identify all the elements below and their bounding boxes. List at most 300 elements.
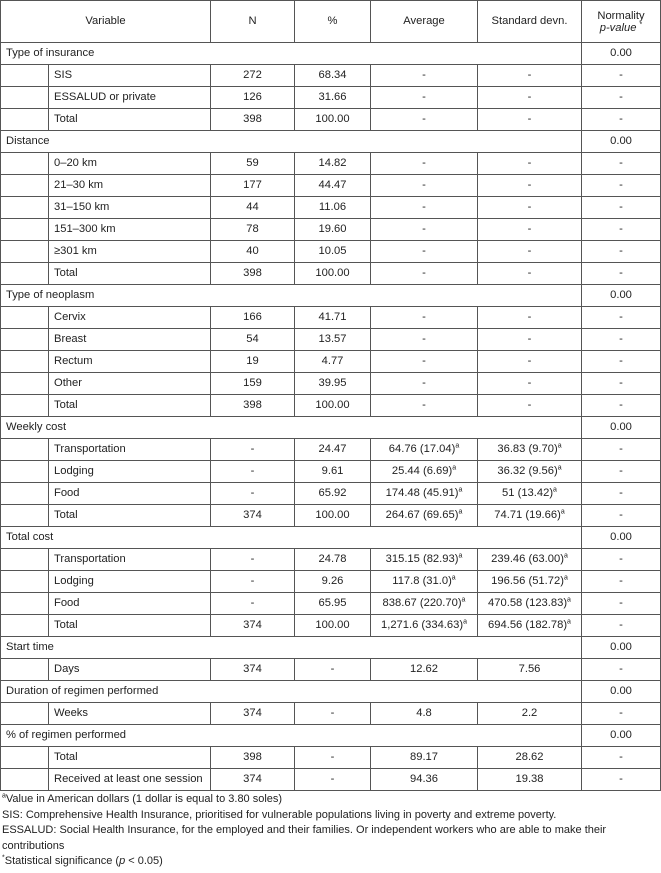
row-normality: - xyxy=(582,747,661,769)
row-normality: - xyxy=(582,219,661,241)
row-n: 398 xyxy=(211,109,295,131)
indent-cell xyxy=(1,571,49,593)
row-average-value: 94.36 xyxy=(410,773,438,785)
indent-cell xyxy=(1,197,49,219)
dollar-marker: a xyxy=(563,552,568,560)
row-label: Rectum xyxy=(49,351,211,373)
table-row xyxy=(1,571,661,593)
table-row xyxy=(1,483,661,505)
row-average-value: 264.67 (69.65) xyxy=(385,509,459,521)
row-percent: 100.00 xyxy=(295,395,371,417)
header-normality-line1: Normality xyxy=(597,9,645,22)
note-dollars-text: Value in American dollars (1 dollar is equal to 3.80 soles) xyxy=(5,793,283,805)
section-header-row xyxy=(1,725,661,747)
row-n: - xyxy=(211,571,295,593)
row-average-value: 174.48 (45.91) xyxy=(385,487,459,499)
row-normality: - xyxy=(582,593,661,615)
row-standard-deviation-value: - xyxy=(527,399,532,411)
row-n: 398 xyxy=(211,395,295,417)
row-percent: 100.00 xyxy=(295,505,371,527)
note-significance xyxy=(2,854,658,870)
table-row xyxy=(1,175,661,197)
row-normality: - xyxy=(582,87,661,109)
section-p-value: 0.00 xyxy=(582,43,661,65)
row-n: 374 xyxy=(211,505,295,527)
row-normality: - xyxy=(582,307,661,329)
header-row xyxy=(1,1,661,43)
row-percent: 44.47 xyxy=(295,175,371,197)
section-title: Total cost xyxy=(1,527,582,549)
row-percent: 68.34 xyxy=(295,65,371,87)
row-n: 40 xyxy=(211,241,295,263)
row-label: Total xyxy=(49,505,211,527)
note-significance-text-a: Statistical significance ( xyxy=(4,855,120,867)
row-standard-deviation-value: - xyxy=(527,245,532,257)
table-row xyxy=(1,373,661,395)
row-n: 374 xyxy=(211,703,295,725)
row-standard-deviation xyxy=(478,395,582,417)
table-row xyxy=(1,65,661,87)
row-average-value: - xyxy=(422,69,426,81)
row-average-value: - xyxy=(422,377,426,389)
indent-cell xyxy=(1,461,49,483)
row-n: - xyxy=(211,439,295,461)
row-n: 398 xyxy=(211,747,295,769)
row-n: - xyxy=(211,483,295,505)
row-average xyxy=(371,307,478,329)
row-label: 0–20 km xyxy=(49,153,211,175)
row-average xyxy=(371,549,478,571)
row-standard-deviation xyxy=(478,241,582,263)
row-average-value: - xyxy=(422,333,426,345)
row-label: Total xyxy=(49,395,211,417)
row-standard-deviation xyxy=(478,87,582,109)
row-normality: - xyxy=(582,197,661,219)
row-n: 159 xyxy=(211,373,295,395)
row-average xyxy=(371,373,478,395)
dollar-marker: a xyxy=(461,596,466,604)
row-standard-deviation-value: - xyxy=(527,377,532,389)
row-percent: 65.95 xyxy=(295,593,371,615)
row-standard-deviation xyxy=(478,505,582,527)
table-row xyxy=(1,197,661,219)
dollar-marker: a xyxy=(563,574,568,582)
section-header-row xyxy=(1,285,661,307)
row-standard-deviation-value: - xyxy=(527,223,532,235)
section-p-value: 0.00 xyxy=(582,725,661,747)
header-normality xyxy=(582,1,661,43)
row-percent: 100.00 xyxy=(295,615,371,637)
table-row xyxy=(1,461,661,483)
row-normality: - xyxy=(582,615,661,637)
row-label: Other xyxy=(49,373,211,395)
table-row xyxy=(1,241,661,263)
row-label: Transportation xyxy=(49,549,211,571)
row-standard-deviation xyxy=(478,439,582,461)
row-average xyxy=(371,351,478,373)
table-row xyxy=(1,109,661,131)
row-standard-deviation xyxy=(478,175,582,197)
indent-cell xyxy=(1,87,49,109)
row-average xyxy=(371,395,478,417)
row-average-value: 838.67 (220.70) xyxy=(382,597,462,609)
row-average xyxy=(371,241,478,263)
row-normality: - xyxy=(582,351,661,373)
row-standard-deviation-value: 19.38 xyxy=(515,773,544,785)
row-label: Food xyxy=(49,593,211,615)
row-standard-deviation-value: - xyxy=(527,113,532,125)
row-percent: 14.82 xyxy=(295,153,371,175)
row-normality: - xyxy=(582,439,661,461)
section-p-value: 0.00 xyxy=(582,681,661,703)
row-standard-deviation xyxy=(478,153,582,175)
section-p-value: 0.00 xyxy=(582,637,661,659)
dollar-marker: a xyxy=(557,464,562,472)
row-n: 374 xyxy=(211,659,295,681)
row-average-value: 1,271.6 (334.63) xyxy=(380,619,464,631)
section-title: % of regimen performed xyxy=(1,725,582,747)
indent-cell xyxy=(1,307,49,329)
table-row xyxy=(1,439,661,461)
row-average-value: - xyxy=(422,245,426,257)
table-notes xyxy=(2,792,658,870)
row-n: 19 xyxy=(211,351,295,373)
row-label: Breast xyxy=(49,329,211,351)
row-percent: - xyxy=(295,769,371,791)
row-average-value: 315.15 (82.93) xyxy=(385,553,459,565)
table-row xyxy=(1,703,661,725)
dollar-marker: a xyxy=(452,464,457,472)
indent-cell xyxy=(1,373,49,395)
row-standard-deviation-value: 7.56 xyxy=(518,663,541,675)
row-normality: - xyxy=(582,65,661,87)
row-average xyxy=(371,571,478,593)
row-normality: - xyxy=(582,483,661,505)
dollar-marker: a xyxy=(560,508,565,516)
row-normality: - xyxy=(582,373,661,395)
row-standard-deviation-value: 239.46 (63.00) xyxy=(491,553,564,565)
row-percent: - xyxy=(295,703,371,725)
row-percent: 9.26 xyxy=(295,571,371,593)
row-label: Transportation xyxy=(49,439,211,461)
row-label: ≥301 km xyxy=(49,241,211,263)
row-percent: 24.78 xyxy=(295,549,371,571)
note-dollars xyxy=(2,792,658,808)
row-standard-deviation-value: - xyxy=(527,157,532,169)
indent-cell xyxy=(1,659,49,681)
row-standard-deviation-value: - xyxy=(527,311,532,323)
row-percent: 10.05 xyxy=(295,241,371,263)
row-average-value: 25.44 (6.69) xyxy=(391,465,453,477)
table-row xyxy=(1,593,661,615)
table-row xyxy=(1,659,661,681)
section-p-value: 0.00 xyxy=(582,131,661,153)
row-average-value: - xyxy=(422,223,426,235)
row-label: Total xyxy=(49,109,211,131)
section-title: Type of neoplasm xyxy=(1,285,582,307)
row-percent: 24.47 xyxy=(295,439,371,461)
row-n: 166 xyxy=(211,307,295,329)
indent-cell xyxy=(1,175,49,197)
row-average xyxy=(371,703,478,725)
row-percent: 4.77 xyxy=(295,351,371,373)
row-n: 374 xyxy=(211,769,295,791)
dollar-marker: a xyxy=(458,486,463,494)
row-label: Total xyxy=(49,615,211,637)
row-standard-deviation-value: - xyxy=(527,267,532,279)
section-title: Weekly cost xyxy=(1,417,582,439)
row-label: Days xyxy=(49,659,211,681)
indent-cell xyxy=(1,263,49,285)
row-label: SIS xyxy=(49,65,211,87)
row-average-value: - xyxy=(422,179,426,191)
table-row xyxy=(1,153,661,175)
row-standard-deviation xyxy=(478,351,582,373)
row-normality: - xyxy=(582,571,661,593)
header-n: N xyxy=(211,1,295,43)
row-percent: 100.00 xyxy=(295,263,371,285)
row-standard-deviation-value: - xyxy=(527,179,532,191)
row-standard-deviation xyxy=(478,219,582,241)
row-normality: - xyxy=(582,175,661,197)
row-standard-deviation xyxy=(478,263,582,285)
row-normality: - xyxy=(582,703,661,725)
row-average xyxy=(371,593,478,615)
row-normality: - xyxy=(582,109,661,131)
indent-cell xyxy=(1,351,49,373)
indent-cell xyxy=(1,65,49,87)
row-percent: 11.06 xyxy=(295,197,371,219)
table-body xyxy=(1,43,661,791)
row-average-value: 89.17 xyxy=(410,751,438,763)
row-normality: - xyxy=(582,395,661,417)
row-average xyxy=(371,175,478,197)
dollar-marker: a xyxy=(567,618,571,626)
row-standard-deviation xyxy=(478,483,582,505)
row-average-value: 12.62 xyxy=(410,663,438,675)
dollar-marker: a xyxy=(458,552,463,560)
row-average-value: - xyxy=(422,311,426,323)
row-label: Total xyxy=(49,263,211,285)
row-average xyxy=(371,153,478,175)
header-average: Average xyxy=(371,1,478,43)
row-label: Food xyxy=(49,483,211,505)
row-average-value: - xyxy=(422,157,426,169)
table-row xyxy=(1,505,661,527)
row-label: Cervix xyxy=(49,307,211,329)
indent-cell xyxy=(1,615,49,637)
row-n: 126 xyxy=(211,87,295,109)
row-average xyxy=(371,219,478,241)
row-standard-deviation xyxy=(478,307,582,329)
row-standard-deviation xyxy=(478,461,582,483)
indent-cell xyxy=(1,109,49,131)
row-average xyxy=(371,461,478,483)
section-title: Start time xyxy=(1,637,582,659)
row-n: 398 xyxy=(211,263,295,285)
row-normality: - xyxy=(582,153,661,175)
note-sis: SIS: Comprehensive Health Insurance, prioritised for vulnerable populations living in poverty and extreme poverty. xyxy=(2,808,557,821)
row-standard-deviation-value: 196.56 (51.72) xyxy=(491,575,564,587)
row-standard-deviation xyxy=(478,329,582,351)
row-label: Lodging xyxy=(49,571,211,593)
row-normality: - xyxy=(582,329,661,351)
table-row xyxy=(1,307,661,329)
row-standard-deviation xyxy=(478,109,582,131)
row-label: 31–150 km xyxy=(49,197,211,219)
row-standard-deviation xyxy=(478,197,582,219)
section-header-row xyxy=(1,681,661,703)
note-essalud: ESSALUD: Social Health Insurance, for the employed and their families. Or independent workers who are able to make their contributions xyxy=(2,824,607,852)
table-row xyxy=(1,395,661,417)
header-normality-marker: * xyxy=(639,20,643,28)
row-percent: 13.57 xyxy=(295,329,371,351)
row-standard-deviation-value: 28.62 xyxy=(515,751,544,763)
indent-cell xyxy=(1,703,49,725)
table-row xyxy=(1,87,661,109)
row-n: 54 xyxy=(211,329,295,351)
row-standard-deviation-value: - xyxy=(527,69,532,81)
row-average-value: - xyxy=(422,113,426,125)
row-percent: 31.66 xyxy=(295,87,371,109)
row-standard-deviation xyxy=(478,703,582,725)
row-n: - xyxy=(211,549,295,571)
section-header-row xyxy=(1,417,661,439)
row-label: Weeks xyxy=(49,703,211,725)
header-normality-line2: p-value xyxy=(599,21,637,34)
row-standard-deviation-value: - xyxy=(527,201,532,213)
header-standard-deviation: Standard devn. xyxy=(478,1,582,43)
row-average xyxy=(371,659,478,681)
note-significance-text-b: < 0.05) xyxy=(125,855,163,867)
row-n: 78 xyxy=(211,219,295,241)
dollar-marker: a xyxy=(557,442,562,450)
row-standard-deviation xyxy=(478,747,582,769)
dollar-marker: a xyxy=(567,596,571,604)
header-percent: % xyxy=(295,1,371,43)
indent-cell xyxy=(1,549,49,571)
indent-cell xyxy=(1,505,49,527)
row-normality: - xyxy=(582,263,661,285)
row-percent: 100.00 xyxy=(295,109,371,131)
table-row xyxy=(1,769,661,791)
dollar-marker: a xyxy=(455,442,460,450)
row-average-value: - xyxy=(422,201,426,213)
table-row xyxy=(1,615,661,637)
section-header-row xyxy=(1,131,661,153)
section-header-row xyxy=(1,637,661,659)
row-percent: 65.92 xyxy=(295,483,371,505)
indent-cell xyxy=(1,395,49,417)
row-label: Lodging xyxy=(49,461,211,483)
row-label: Total xyxy=(49,747,211,769)
row-label: ESSALUD or private xyxy=(49,87,211,109)
table-row xyxy=(1,263,661,285)
row-normality: - xyxy=(582,769,661,791)
section-header-row xyxy=(1,43,661,65)
row-standard-deviation xyxy=(478,769,582,791)
row-standard-deviation-value: 2.2 xyxy=(521,707,538,719)
section-title: Duration of regimen performed xyxy=(1,681,582,703)
indent-cell xyxy=(1,219,49,241)
section-title: Distance xyxy=(1,131,582,153)
row-standard-deviation-value: 74.71 (19.66) xyxy=(494,509,561,521)
header-variable: Variable xyxy=(1,1,211,43)
row-average xyxy=(371,769,478,791)
table-row xyxy=(1,329,661,351)
section-p-value: 0.00 xyxy=(582,417,661,439)
section-p-value: 0.00 xyxy=(582,527,661,549)
row-average xyxy=(371,483,478,505)
row-average-value: - xyxy=(422,91,426,103)
row-standard-deviation-value: 694.56 (182.78) xyxy=(488,619,568,631)
note-significance-p: p xyxy=(119,855,126,867)
row-standard-deviation xyxy=(478,615,582,637)
row-n: - xyxy=(211,461,295,483)
row-normality: - xyxy=(582,461,661,483)
row-average xyxy=(371,65,478,87)
row-n: 272 xyxy=(211,65,295,87)
row-normality: - xyxy=(582,505,661,527)
indent-cell xyxy=(1,747,49,769)
table-row xyxy=(1,219,661,241)
row-average xyxy=(371,87,478,109)
indent-cell xyxy=(1,153,49,175)
row-average xyxy=(371,197,478,219)
section-p-value: 0.00 xyxy=(582,285,661,307)
row-average xyxy=(371,329,478,351)
section-header-row xyxy=(1,527,661,549)
row-percent: - xyxy=(295,659,371,681)
dollar-marker: a xyxy=(553,486,557,494)
row-standard-deviation-value: 36.32 (9.56) xyxy=(497,465,558,477)
indent-cell xyxy=(1,769,49,791)
row-n: 177 xyxy=(211,175,295,197)
row-average-value: 64.76 (17.04) xyxy=(388,443,456,455)
row-percent: 9.61 xyxy=(295,461,371,483)
indent-cell xyxy=(1,241,49,263)
row-standard-deviation xyxy=(478,659,582,681)
row-average-value: 117.8 (31.0) xyxy=(392,575,452,587)
table-row xyxy=(1,747,661,769)
row-normality: - xyxy=(582,549,661,571)
row-n: 374 xyxy=(211,615,295,637)
dollar-marker: a xyxy=(463,618,467,626)
row-percent: 19.60 xyxy=(295,219,371,241)
row-standard-deviation xyxy=(478,593,582,615)
row-average-value: - xyxy=(422,399,426,411)
table-row xyxy=(1,549,661,571)
dollar-marker: a xyxy=(451,574,456,582)
row-standard-deviation-value: - xyxy=(527,333,532,345)
note-dollars-marker: a xyxy=(2,792,6,800)
row-average xyxy=(371,615,478,637)
section-title: Type of insurance xyxy=(1,43,582,65)
row-n: 59 xyxy=(211,153,295,175)
dollar-marker: a xyxy=(458,508,463,516)
row-average-value: - xyxy=(422,355,426,367)
row-label: 21–30 km xyxy=(49,175,211,197)
row-label: 151–300 km xyxy=(49,219,211,241)
table-row xyxy=(1,351,661,373)
row-n: 44 xyxy=(211,197,295,219)
row-percent: 39.95 xyxy=(295,373,371,395)
row-standard-deviation-value: 36.83 (9.70) xyxy=(497,443,558,455)
indent-cell xyxy=(1,483,49,505)
row-percent: 41.71 xyxy=(295,307,371,329)
row-label: Received at least one session xyxy=(49,769,211,791)
row-standard-deviation-value: 470.58 (123.83) xyxy=(488,597,568,609)
